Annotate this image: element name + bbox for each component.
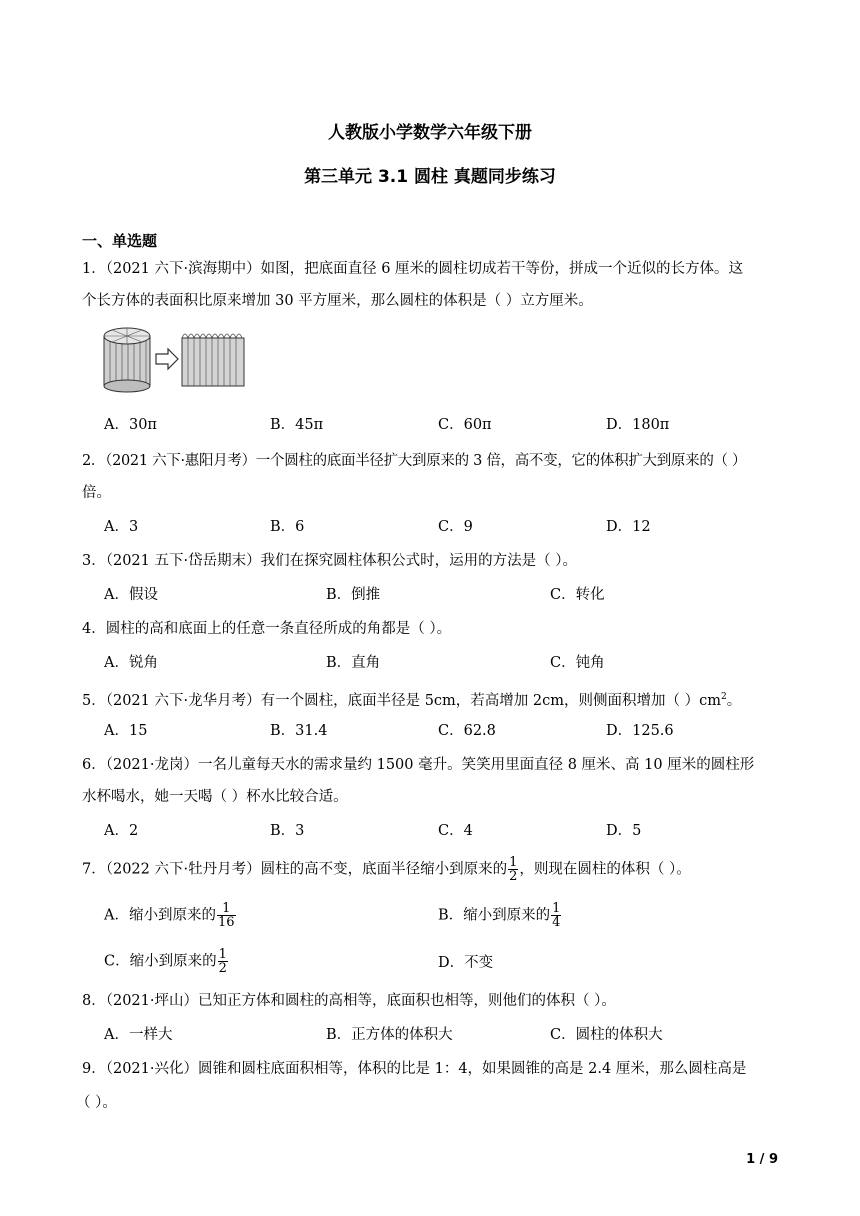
question-5-tail: 。	[726, 692, 742, 709]
q7-option-c[interactable]	[104, 948, 229, 975]
q6-option-d[interactable]: D．5	[606, 823, 642, 839]
q5-option-a[interactable]: A．15	[104, 723, 148, 739]
fraction-denominator: 2	[218, 961, 227, 976]
q8-option-a[interactable]: A．一样大	[104, 1027, 173, 1043]
question-9-line-1: 9．（2021·兴化）圆锥和圆柱底面积相等，体积的比是 1：4，如果圆锥的高是 2.4 厘米，那么圆柱高是	[82, 1061, 747, 1077]
option-fraction	[551, 902, 561, 929]
page-subtitle: 第三单元 3.1 圆柱 真题同步练习	[304, 167, 556, 187]
q7-option-b[interactable]	[438, 902, 562, 929]
question-7-suffix: ，则现在圆柱的体积（ ）。	[519, 861, 691, 878]
question-3-line-1: 3．（2021 五下·岱岳期末）我们在探究圆柱体积公式时，运用的方法是（ ）。	[82, 553, 577, 569]
q7-option-a[interactable]	[104, 902, 237, 929]
question-6-line-2: 水杯喝水，她一天喝（ ）杯水比较合适。	[82, 789, 348, 805]
page-number: 1 / 9	[746, 1152, 778, 1167]
q1-option-b[interactable]: B．45π	[270, 417, 324, 433]
q6-option-b[interactable]: B．3	[270, 823, 305, 839]
option-text: A．缩小到原来的	[104, 907, 216, 924]
question-7-line-1	[82, 856, 782, 883]
fraction-numerator: 1	[217, 902, 236, 916]
option-text: B．缩小到原来的	[438, 907, 551, 924]
q3-option-c[interactable]: C．转化	[550, 587, 605, 603]
q2-option-d[interactable]: D．12	[606, 519, 651, 535]
q2-option-c[interactable]: C．9	[438, 519, 473, 535]
question-1-line-2: 个长方体的表面积比原来增加 30 平方厘米，那么圆柱的体积是（ ）立方厘米。	[82, 293, 593, 309]
question-4-line-1: 4．圆柱的高和底面上的任意一条直径所成的角都是（ ）。	[82, 621, 452, 637]
q7-option-d[interactable]: D．不变	[438, 955, 494, 971]
question-1-line-1: 1．（2021 六下·滨海期中）如图，把底面直径 6 厘米的圆柱切成若干等份，拼成一个近似的长方体。这	[82, 261, 744, 277]
question-8-line-1: 8．（2021·坪山）已知正方体和圆柱的高相等，底面积也相等，则他们的体积（ ）。	[82, 993, 616, 1009]
option-fraction	[218, 948, 228, 975]
fraction-one-half	[508, 856, 518, 883]
q1-option-c[interactable]: C．60π	[438, 417, 492, 433]
question-5-line-1	[82, 686, 782, 712]
q8-option-c[interactable]: C．圆柱的体积大	[550, 1027, 663, 1043]
question-2-line-1: 2．（2021 六下·惠阳月考）一个圆柱的底面半径扩大到原来的 3 倍，高不变，它的体积扩大到原来的（ ）	[82, 453, 747, 469]
section-heading: 一、单选题	[82, 232, 158, 250]
q1-option-a[interactable]: A．30π	[104, 417, 157, 433]
q4-option-b[interactable]: B．直角	[326, 655, 381, 671]
q5-option-c[interactable]: C．62.8	[438, 723, 496, 739]
fraction-numerator: 1	[218, 947, 227, 962]
page-title: 人教版小学数学六年级下册	[328, 123, 532, 143]
q2-option-a[interactable]: A．3	[104, 519, 139, 535]
question-5-superscript: 2	[720, 692, 727, 702]
q2-option-b[interactable]: B．6	[270, 519, 305, 535]
q5-option-d[interactable]: D．125.6	[606, 723, 674, 739]
q1-option-d[interactable]: D．180π	[606, 417, 670, 433]
option-fraction	[217, 902, 236, 929]
q4-option-c[interactable]: C．钝角	[550, 655, 605, 671]
cylinder-to-cuboid-figure	[100, 324, 250, 394]
question-5-text: 5．（2021 六下·龙华月考）有一个圆柱，底面半径是 5cm，若高增加 2cm，则侧面积增加（ ）cm	[82, 692, 721, 709]
q5-option-b[interactable]: B．31.4	[270, 723, 328, 739]
q6-option-a[interactable]: A．2	[104, 823, 139, 839]
fraction-denominator: 16	[217, 915, 235, 930]
question-2-line-2: 倍。	[82, 485, 111, 501]
fraction-denominator: 2	[509, 869, 518, 884]
q6-option-c[interactable]: C．4	[438, 823, 473, 839]
question-7-prefix: 7．（2022 六下·牡丹月考）圆柱的高不变，底面半径缩小到原来的	[82, 861, 508, 878]
question-9-line-2: （ ）。	[76, 1095, 117, 1111]
q3-option-b[interactable]: B．倒推	[326, 587, 381, 603]
fraction-numerator: 1	[552, 901, 561, 916]
option-text: C．缩小到原来的	[104, 953, 217, 970]
question-6-line-1: 6．（2021·龙岗）一名儿童每天水的需求量约 1500 毫升。笑笑用里面直径 8 厘米、高 10 厘米的圆柱形	[82, 757, 755, 773]
q4-option-a[interactable]: A．锐角	[104, 655, 158, 671]
q3-option-a[interactable]: A．假设	[104, 587, 158, 603]
q8-option-b[interactable]: B．正方体的体积大	[326, 1027, 453, 1043]
fraction-denominator: 4	[552, 915, 561, 930]
fraction-numerator: 1	[509, 855, 518, 870]
